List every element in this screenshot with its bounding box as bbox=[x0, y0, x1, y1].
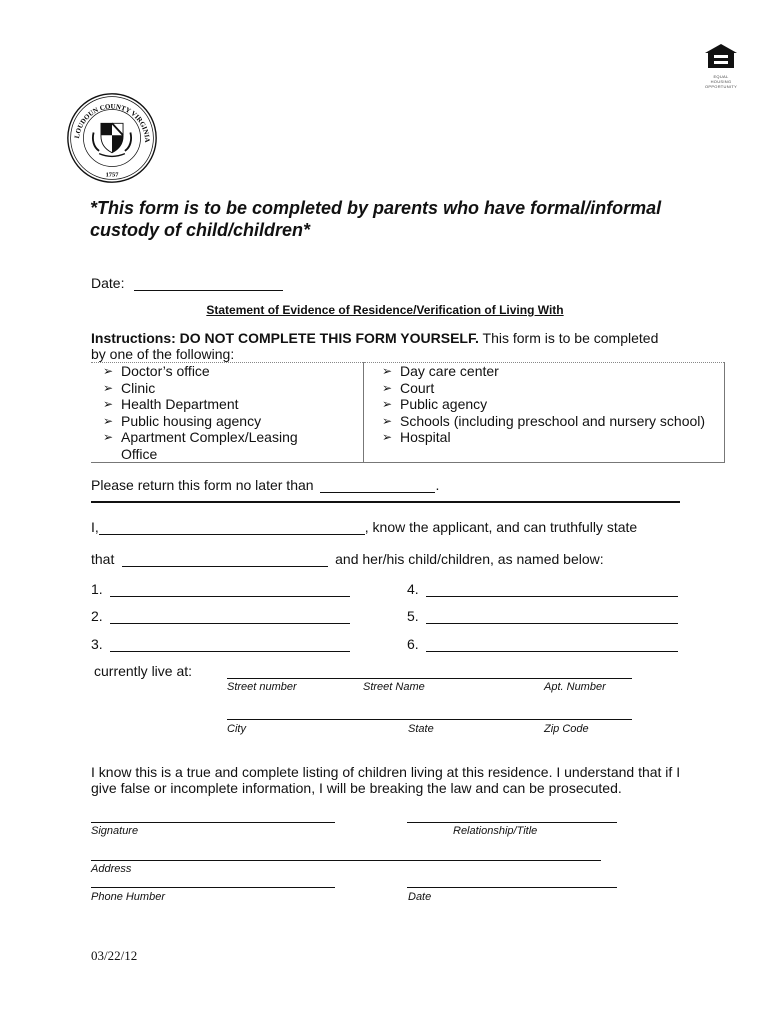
child-number: 6. bbox=[407, 636, 419, 652]
i-prefix: I, bbox=[91, 519, 99, 535]
seal-ring-text: LOUDOUN COUNTY VIRGINIA bbox=[74, 103, 151, 143]
child-row-3 bbox=[91, 636, 350, 652]
child-name-field[interactable] bbox=[110, 637, 350, 652]
arrow-bullet-icon: ➢ bbox=[102, 364, 113, 378]
child-name-field[interactable] bbox=[426, 609, 678, 624]
option-label: Public housing agency bbox=[121, 412, 262, 429]
declarant-row bbox=[91, 519, 637, 535]
option-label: Day care center bbox=[400, 363, 499, 379]
date-label: Date: bbox=[91, 275, 125, 291]
applicant-row bbox=[91, 551, 604, 567]
option-label: Hospital bbox=[400, 429, 451, 445]
option-label: Health Department bbox=[121, 396, 239, 412]
child-number: 5. bbox=[407, 608, 419, 624]
list-item bbox=[364, 396, 724, 413]
child-name-field[interactable] bbox=[110, 609, 350, 624]
child-row-6 bbox=[407, 636, 678, 652]
declarant-suffix: , know the applicant, and can truthfully state bbox=[364, 519, 638, 535]
child-row-2 bbox=[91, 608, 350, 624]
child-name-field[interactable] bbox=[110, 582, 350, 597]
relationship-label: Relationship/Title bbox=[453, 825, 538, 837]
date-field[interactable] bbox=[134, 276, 283, 291]
eho-text-line1: EQUAL HOUSING bbox=[710, 74, 732, 84]
phone-label: Phone Humber bbox=[91, 891, 165, 903]
instructions-lead: Instructions: DO NOT COMPLETE THIS FORM YOURSELF. bbox=[91, 330, 479, 346]
options-left-column bbox=[91, 363, 364, 463]
arrow-bullet-icon: ➢ bbox=[102, 413, 113, 428]
completer-options-table bbox=[91, 362, 725, 463]
list-item bbox=[91, 363, 363, 380]
signer-address-field[interactable] bbox=[91, 860, 601, 861]
instructions bbox=[91, 330, 691, 362]
option-label: Public agency bbox=[400, 396, 488, 412]
currently-live-at-label: currently live at: bbox=[94, 663, 193, 679]
city-label: City bbox=[227, 723, 246, 735]
child-number: 4. bbox=[407, 581, 419, 597]
page-title: *This form is to be completed by parents who have formal/informal custody of child/children* bbox=[90, 198, 662, 240]
option-label: Doctor’s office bbox=[121, 363, 210, 379]
arrow-bullet-icon: ➢ bbox=[102, 430, 113, 444]
list-item bbox=[364, 413, 724, 430]
signed-date-field[interactable] bbox=[407, 887, 617, 888]
return-by-date-field[interactable] bbox=[320, 478, 435, 493]
instructions-rest-2: by one of the following: bbox=[91, 346, 235, 362]
phone-field[interactable] bbox=[91, 887, 335, 888]
date-label-bottom: Date bbox=[408, 891, 432, 903]
attestation-statement: I know this is a true and complete listing of children living at this residence. I understand that if I give false or incomplete information, I will be breaking the law and can be prosecuted. bbox=[91, 764, 681, 796]
option-label: Clinic bbox=[121, 379, 156, 396]
arrow-bullet-icon: ➢ bbox=[381, 430, 392, 444]
zip-code-label: Zip Code bbox=[544, 723, 589, 735]
arrow-bullet-icon: ➢ bbox=[381, 397, 392, 411]
list-item bbox=[91, 380, 363, 397]
apt-number-label: Apt. Number bbox=[544, 681, 606, 693]
list-item bbox=[91, 413, 363, 430]
declarant-name-field[interactable] bbox=[99, 520, 365, 535]
options-right-column bbox=[364, 363, 725, 463]
arrow-bullet-icon: ➢ bbox=[102, 380, 113, 395]
address-label: Address bbox=[91, 863, 132, 875]
child-number: 3. bbox=[91, 636, 103, 652]
child-name-field[interactable] bbox=[426, 582, 678, 597]
relationship-field[interactable] bbox=[407, 822, 617, 823]
return-by-row bbox=[91, 477, 439, 493]
equal-housing-logo bbox=[704, 43, 738, 89]
house-icon bbox=[704, 43, 738, 69]
applicant-suffix: and her/his child/children, as named below: bbox=[335, 551, 604, 567]
form-subtitle: Statement of Evidence of Residence/Verification of Living With bbox=[206, 303, 564, 317]
arrow-bullet-icon: ➢ bbox=[381, 364, 392, 378]
street-name-label: Street Name bbox=[363, 681, 425, 693]
seal-year: 1757 bbox=[105, 171, 119, 179]
child-name-field[interactable] bbox=[426, 637, 678, 652]
child-number: 2. bbox=[91, 608, 103, 624]
eho-text-line2: OPPORTUNITY bbox=[704, 84, 738, 89]
date-row bbox=[91, 275, 283, 291]
signature-field[interactable] bbox=[91, 822, 335, 823]
option-label: Court bbox=[400, 379, 435, 396]
child-row-5 bbox=[407, 608, 678, 624]
county-seal-logo bbox=[66, 92, 158, 184]
list-item bbox=[91, 396, 363, 413]
option-label: Apartment Complex/Leasing Office bbox=[121, 429, 298, 462]
return-by-period: . bbox=[435, 477, 440, 493]
option-label: Schools (including preschool and nursery school) bbox=[400, 412, 706, 429]
state-label: State bbox=[408, 723, 434, 735]
city-state-zip-field[interactable] bbox=[227, 719, 632, 720]
list-item bbox=[364, 380, 724, 397]
return-by-label: Please return this form no later than bbox=[91, 477, 314, 493]
applicant-name-field[interactable] bbox=[122, 552, 328, 567]
arrow-bullet-icon: ➢ bbox=[381, 380, 392, 395]
arrow-bullet-icon: ➢ bbox=[381, 413, 392, 428]
arrow-bullet-icon: ➢ bbox=[102, 397, 113, 411]
form-revision-date: 03/22/12 bbox=[91, 948, 138, 963]
that-prefix: that bbox=[91, 551, 115, 567]
street-address-field[interactable] bbox=[227, 678, 632, 679]
section-divider bbox=[91, 501, 680, 503]
instructions-rest-1: This form is to be completed bbox=[482, 330, 659, 346]
child-number: 1. bbox=[91, 581, 103, 597]
child-row-1 bbox=[91, 581, 350, 597]
list-item bbox=[364, 429, 724, 446]
signature-label: Signature bbox=[91, 825, 139, 837]
child-row-4 bbox=[407, 581, 678, 597]
street-number-label: Street number bbox=[227, 681, 297, 693]
list-item bbox=[364, 363, 724, 380]
list-item bbox=[91, 429, 363, 462]
